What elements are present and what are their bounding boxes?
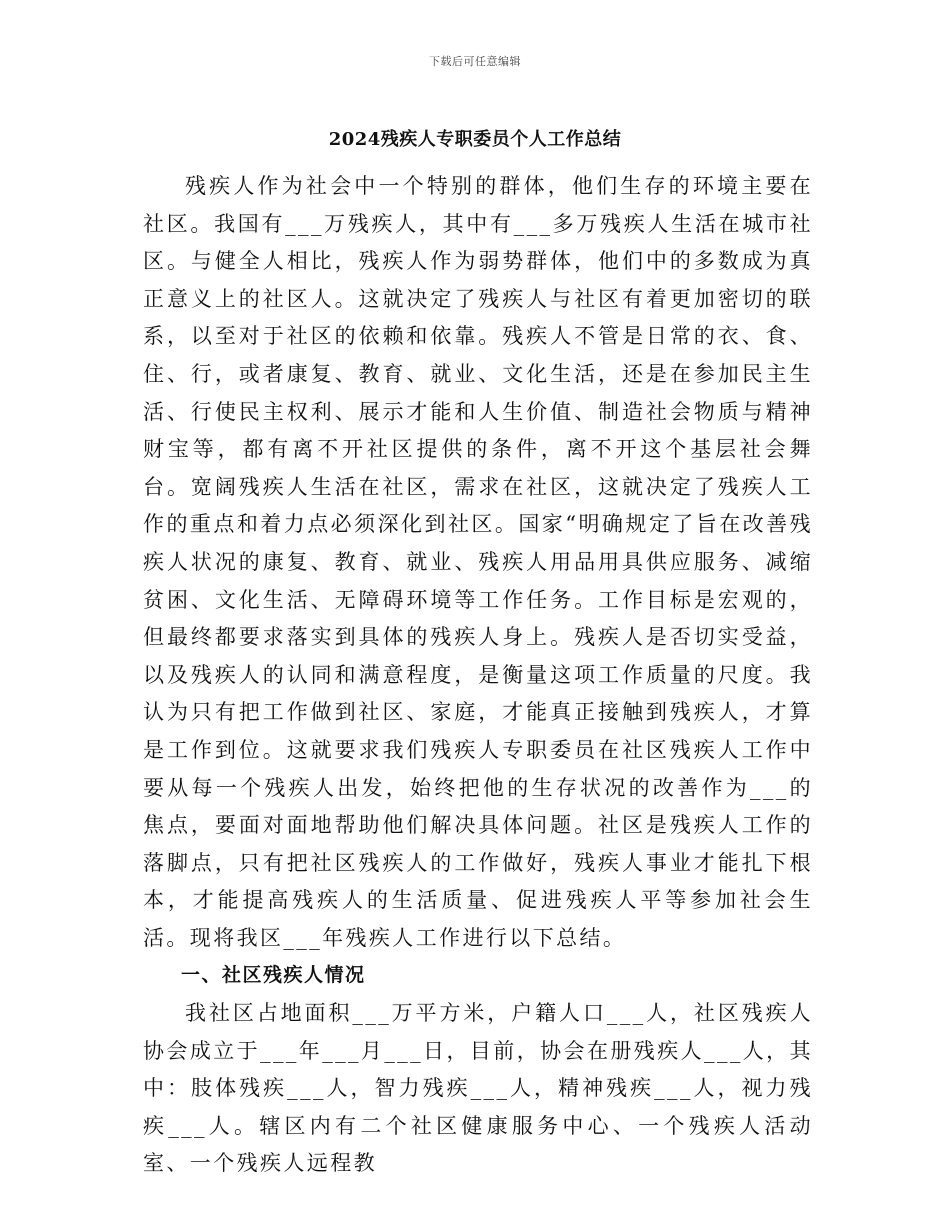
document-title: 2024残疾人专职委员个人工作总结: [328, 129, 622, 150]
paragraph-intro: 残疾人作为社会中一个特别的群体，他们生存的环境主要在社区。我国有___万残疾人，其中有___多万残疾人生活在城市社区。与健全人相比，残疾人作为弱势群体，他们中的多数成为真正意义上的社区人。这就决定了残疾人与社区有着更加密切的联系，以至对于社区的依赖和依靠。残疾人不管是日常的衣、食、住、行，或者康复、教育、就业、文化生活，还是在参加民主生活、行使民主权利、展示才能和人生价值、制造社会物质与精神财宝等，都有离不开社区提供的条件，离不开这个基层社会舞台。宽阔残疾人生活在社区，需求在社区，这就决定了残疾人工作的重点和着力点必须深化到社区。国家“明确规定了旨在改善残疾人状况的康复、教育、就业、残疾人用品用具供应服务、减缩贫困、文化生活、无障碍环境等工作任务。工作目标是宏观的，但最终都要求落实到具体的残疾人身上。残疾人是否切实受益，以及残疾人的认同和满意程度，是衡量这项工作质量的尺度。我认为只有把工作做到社区、家庭，才能真正接触到残疾人，才算是工作到位。这就要求我们残疾人专职委员在社区残疾人工作中要从每一个残疾人出发，始终把他的生存状况的改善作为___的焦点，要面对面地帮助他们解决具体问题。社区是残疾人工作的落脚点，只有把社区残疾人的工作做好，残疾人事业才能扎下根本，才能提高残疾人的生活质量、促进残疾人平等参加社会生活。现将我区___年残疾人工作进行以下总结。: [143, 174, 813, 950]
document-body: [143, 168, 813, 1183]
header-note: 下载后可任意编辑: [429, 55, 521, 68]
paragraph-community: 我社区占地面积___万平方米，户籍人口___人，社区残疾人协会成立于___年___月___日，目前，协会在册残疾人___人，其中：肢体残疾___人，智力残疾___人，精神残疾___人，视力残疾___人。辖区内有二个社区健康服务中心、一个残疾人活动室、一个残疾人远程教: [143, 1001, 813, 1176]
section-heading-community: 一、社区残疾人情况: [181, 964, 366, 987]
